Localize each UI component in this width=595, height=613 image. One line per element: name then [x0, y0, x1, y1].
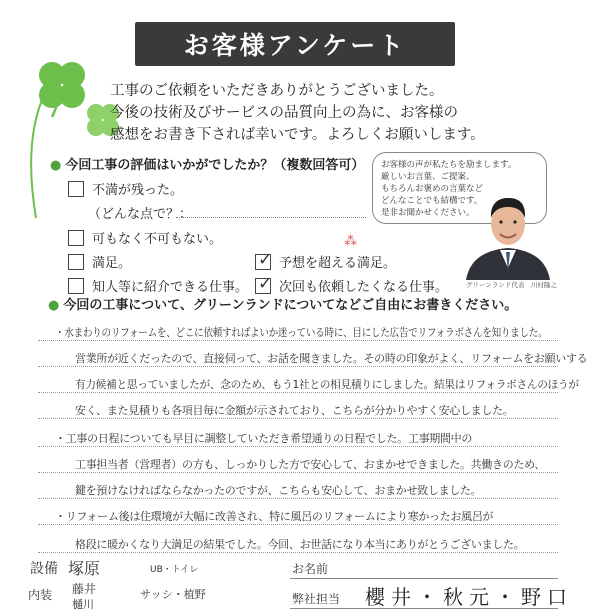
comment-line-rule [38, 446, 558, 447]
staff-line [290, 608, 558, 609]
checkbox[interactable] [255, 249, 273, 270]
comment-line-rule [38, 552, 558, 553]
check-mark-icon: ✓ [258, 249, 273, 270]
equipment-value: 塚原 [68, 559, 101, 578]
followup-line[interactable] [176, 217, 366, 218]
comment-line-rule [38, 340, 558, 341]
staff-label: 弊社担当 [292, 592, 341, 606]
interior-extra: サッシ・植野 [140, 588, 206, 601]
comment-line-rule [38, 472, 558, 473]
representative-caption: グリーンランド代表 川村隆之 [466, 281, 557, 289]
checkbox[interactable] [255, 273, 273, 294]
option-satisfied[interactable] [68, 252, 131, 271]
comment-line: 営業所が近くだったので、直接伺って、お話を聞きました。その時の印象がよく、リフォームをお願いする [75, 352, 588, 365]
clover-stem-icon [20, 100, 50, 220]
checkbox[interactable] [68, 230, 84, 246]
bubble-line: 是非お聞かせください。 [381, 208, 475, 218]
comments-question-text: 今回の工事について、グリーンランドについてなどご自由にお書きください。 [63, 298, 518, 313]
page-title: お客様アンケート [135, 22, 455, 66]
comment-line: 鍵を預けなければならなかったのですが、こちらも安心して、おまかせ致しました。 [75, 484, 482, 497]
interior-value-1: 藤井 [72, 582, 97, 596]
interior-label: 内装 [28, 588, 53, 602]
checkbox[interactable] [68, 254, 84, 270]
comment-line: 安く、また見積りも各項目毎に金額が示されており、こちらが分かりやすく安心しました。 [75, 404, 514, 417]
comment-line: ・リフォーム後は住環境が大幅に改善され、特に風呂のリフォームにより寒かったお風呂が [55, 510, 494, 523]
option-neutral[interactable] [68, 228, 222, 247]
comment-line: 工事担当者（営理者）の方も、しっかりした方で安心して、おまかせできました。共働きのため、 [75, 458, 546, 471]
comment-line-rule [38, 524, 558, 525]
bubble-line: もちろんお褒めの言葉など [381, 184, 484, 194]
evaluation-question-text: 今回工事の評価はいかがでしたか？（複数回答可） [65, 158, 365, 173]
comment-line-rule [38, 366, 558, 367]
comment-line: 有力候補と思っていましたが、念のため、もう1社との相見積りにしました。結果はリフォラボさんのほうが [75, 378, 579, 391]
comment-line: ・工事の日程についても早目に調整していただき希望通りの日程でした。工事期間中の [55, 432, 473, 445]
checkbox[interactable] [68, 278, 84, 294]
handwritten-mark-icon: ⁂ [344, 234, 357, 249]
check-mark-icon: ✓ [258, 273, 273, 294]
option-label: 満足。 [92, 256, 132, 271]
checkbox[interactable] [68, 181, 84, 197]
bullet-icon: ● [50, 158, 62, 173]
intro-text [110, 80, 560, 146]
name-line[interactable] [290, 578, 558, 579]
representative-photo [460, 188, 556, 280]
comment-line: 格段に暖かくなり大満足の結果でした。今回、お世話になり本当にありがとうございました。 [75, 538, 525, 551]
comment-line-rule [38, 392, 558, 393]
comment-line-rule [38, 498, 558, 499]
option-label: 知人等に紹介できる仕事。 [92, 280, 249, 295]
bubble-line: 厳しいお言葉、ご提案、 [381, 172, 475, 182]
interior-value-2: 樋川 [72, 598, 94, 611]
equipment-label: 設備 [30, 561, 58, 577]
intro-line: 工事のご依頼をいただきありがとうございました。 [110, 83, 444, 99]
bullet-icon: ● [48, 298, 60, 313]
intro-line: 今後の技術及びサービスの品質向上の為に、お客様の [110, 105, 458, 121]
staff-value: 櫻井・秋元・野口 [365, 585, 573, 609]
intro-line: 感想をお書き下されば幸いです。よろしくお願いします。 [110, 127, 485, 143]
comment-line-rule [38, 418, 558, 419]
bubble-line: お客様の声が私たちを励まします。 [381, 160, 517, 170]
equipment-extra: UB・トイレ [150, 565, 199, 575]
followup-label: （どんな点で？： [88, 207, 193, 222]
name-label: お名前 [292, 562, 329, 576]
option-beyond-expectations[interactable] [255, 249, 397, 271]
option-recommendable[interactable] [68, 276, 248, 295]
evaluation-question [50, 154, 364, 173]
option-label: 予想を超える満足。 [279, 256, 397, 271]
option-label: 次回も依頼したくなる仕事。 [279, 280, 449, 295]
option-dissatisfied[interactable] [68, 179, 183, 198]
comments-question [48, 294, 517, 313]
comment-line: ・水まわりのリフォームを、どこに依頼すればよいか迷っている時に、目にした広告でリフォラボさんを知りました。 [55, 326, 548, 339]
bubble-line: どんなことでも結構です。 [381, 196, 483, 206]
followup-prompt [88, 203, 192, 222]
option-label: 不満が残った。 [92, 183, 184, 198]
option-label: 可もなく不可もない。 [92, 232, 223, 247]
option-repeat-request[interactable] [255, 273, 449, 295]
